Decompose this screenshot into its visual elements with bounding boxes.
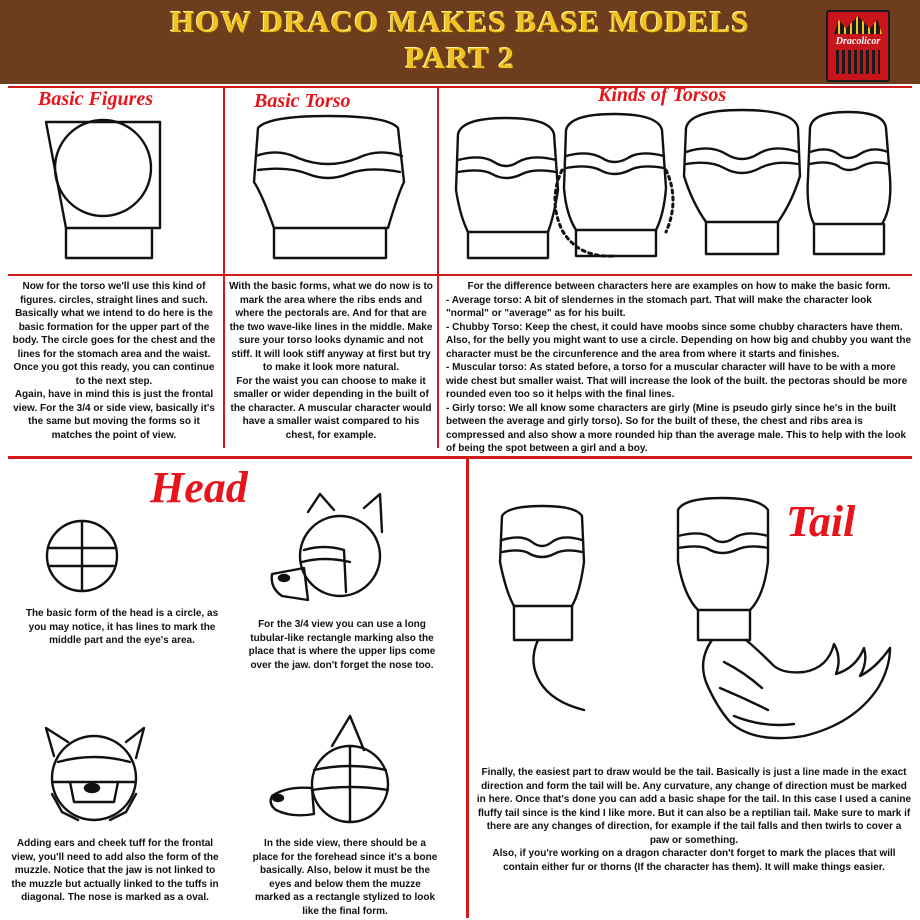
divider-v-1 bbox=[223, 86, 225, 448]
average-torso-drawing bbox=[452, 112, 562, 262]
head-front-text: The basic form of the head is a circle, as you may notice, it has lines to mark the middle part and the eye's area. bbox=[25, 608, 219, 646]
logo-text: Dracolicor bbox=[835, 36, 881, 47]
basic-figures-paragraph: Again, have in mind this is just the frontal view. For the 3/4 or side view, basically it's the same but moving the forms so it matches the point of view. bbox=[13, 389, 215, 441]
title-line-1: HOW DRACO MAKES BASE MODELS bbox=[170, 4, 750, 39]
heading-basic-figures: Basic Figures bbox=[38, 88, 154, 110]
crown-icon bbox=[834, 16, 882, 34]
head-side-drawing bbox=[266, 710, 396, 830]
dracolicor-logo bbox=[826, 10, 890, 82]
basic-torso-text bbox=[227, 280, 435, 442]
logo-bars-icon bbox=[836, 50, 880, 74]
kinds-chubby: - Chubby Torso: Keep the chest, it could have moobs since some chubby characters have them. Also, for the belly you might want to use a circle. Depending on how big and chubby you want the character must be the circunference and the area from where it starts and finishes. bbox=[446, 321, 912, 360]
head-ears-text: Adding ears and cheek tuff for the frontal view, you'll need to add also the form of the muzzle. Notice that the jaw is not linked to the muzzle but actually linked to the tuffs in diagonal. The nose is marked as a oval. bbox=[11, 838, 219, 903]
head-front-circle-drawing bbox=[44, 518, 124, 598]
kinds-of-torsos-text bbox=[446, 280, 912, 456]
kinds-average: - Average torso: A bit of slendernes in the stomach part. That will make the character look "normal" or "average" as for his built. bbox=[446, 294, 872, 319]
basic-figures-paragraph: Now for the torso we'll use this kind of figures. circles, straight lines and such. Basically what we intend to do here is the basic formation for the upper part of the body. The circle goes for the chest and the lines for the stomach area and the waist. Once you got this ready, you can continue to the next step. bbox=[12, 281, 216, 387]
kinds-girly: - Girly torso: We all know some characters are girly (Mine is pseudo girly since he's in the built between the average and girly torso). So for the built of these, the chest and ribs area is compressed and also show a more rounded hip than the average male. This to help with the look of being the spot between a girl and a boy. bbox=[446, 402, 907, 454]
divider-v-2 bbox=[437, 86, 439, 448]
basic-torso-drawing bbox=[248, 108, 428, 268]
head-ears-front-drawing bbox=[38, 722, 148, 832]
head-three-quarter-drawing bbox=[264, 492, 404, 602]
page-header bbox=[0, 0, 920, 84]
tail-paragraph: Finally, the easiest part to draw would be the tail. Basically is just a line made in the exact direction and form the tail will be. Any curvature, any change of direction must be marked in here. Once that's done you can add a basic shape for the tail. In this case I used a canine fluffy tail since is the kind I like more. But it can also be a reptilian tail. Make sure to mark if there are any changes of direction, for example if the tail falls and then twirls to cover a paw or something. bbox=[476, 767, 912, 846]
basic-figures-drawing bbox=[30, 110, 210, 270]
basic-torso-paragraph: For the waist you can choose to make it smaller or wider depending in the built of the character. A muscular character would have a smaller waist compared to his chest, for example. bbox=[230, 375, 432, 441]
heading-basic-torso: Basic Torso bbox=[254, 90, 351, 112]
heading-head: Head bbox=[150, 463, 248, 512]
tail-text bbox=[476, 766, 912, 874]
head-side-text: In the side view, there should be a place for the forehead since it's a bone basically. Also, below it must be the eyes and below them the muzze marked as a rectangle stylized to look like the final form. bbox=[252, 838, 438, 917]
head-three-quarter-text: For the 3/4 view you can use a long tubular-like rectangle marking also the place that is where the upper lips come over the jaw. don't forget the nose too. bbox=[248, 619, 436, 671]
divider-v-3 bbox=[466, 458, 469, 918]
tail-torso-right-drawing bbox=[664, 492, 914, 752]
basic-figures-text bbox=[8, 280, 220, 442]
muscular-torso-drawing bbox=[682, 106, 802, 258]
basic-torso-paragraph: With the basic forms, what we do now is to mark the area where the ribs ends and where the pectorals are. And for that are the two wave-like lines in the middle. Make sure your torso looks dynamic and not stiff. It will look stiff anyway at first but try to make it look more natural. bbox=[229, 281, 433, 373]
chubby-torso-drawing bbox=[548, 110, 678, 260]
tail-torso-left-drawing bbox=[488, 502, 608, 712]
kinds-muscular: - Muscular torso: As stated before, a torso for a muscular character will have to be with a more wide chest but smaller waist. That will increase the look of the built. the pectoras should be more rounded even too so it helps with the final lines. bbox=[446, 362, 908, 400]
kinds-intro: For the difference between characters here are examples on how to make the basic form. bbox=[467, 281, 891, 292]
divider-mid-h-1 bbox=[8, 274, 912, 276]
heading-tail: Tail bbox=[786, 497, 856, 546]
divider-mid-h-2 bbox=[8, 456, 912, 459]
heading-kinds-of-torsos: Kinds of Torsos bbox=[598, 84, 727, 106]
tail-paragraph: Also, if you're working on a dragon character don't forget to mark the places that will contain either fur or thorns (If the character has them). It will make things easier. bbox=[492, 848, 896, 873]
title-line-2: PART 2 bbox=[405, 40, 515, 75]
girly-torso-drawing bbox=[804, 108, 914, 258]
